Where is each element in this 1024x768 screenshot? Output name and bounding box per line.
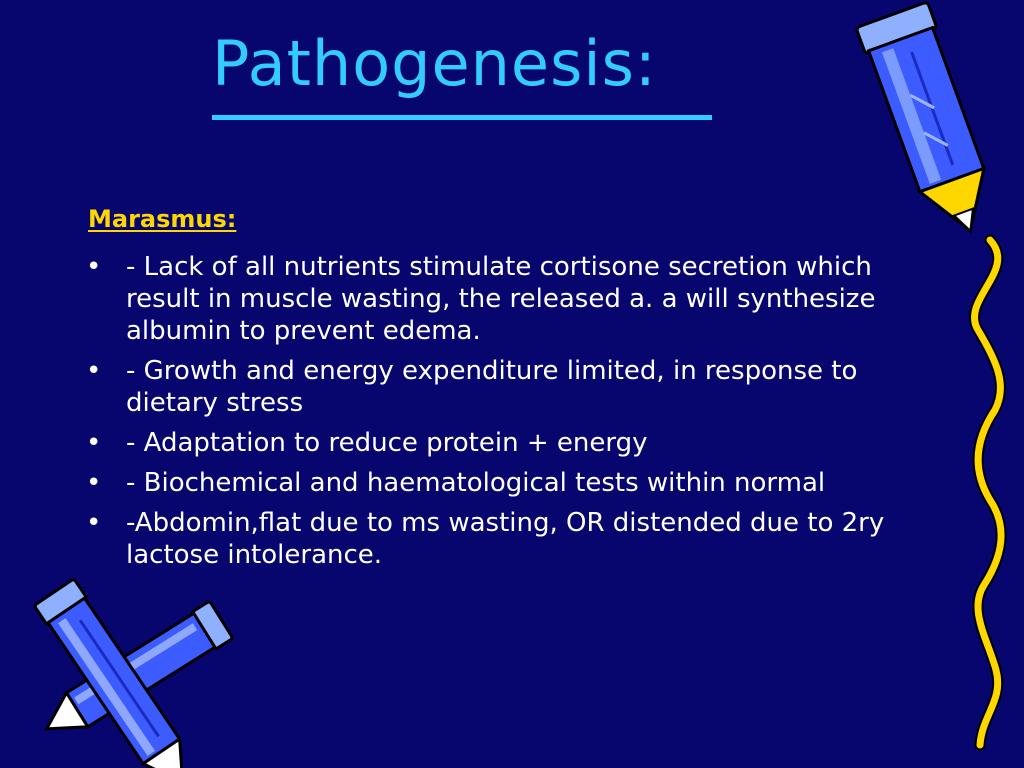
subheading-marasmus: Marasmus: — [88, 205, 237, 233]
bullet-text: -Abdomin,flat due to ms wasting, OR distended due to 2ry lactose intolerance. — [126, 508, 885, 570]
bullet-item — [86, 467, 886, 499]
bullet-dot-icon: • — [86, 508, 102, 538]
bullet-text: - Adaptation to reduce protein + energy — [126, 428, 648, 458]
bullet-item — [86, 251, 886, 347]
bullet-item — [86, 507, 886, 571]
bullet-dot-icon: • — [86, 468, 102, 498]
bullet-text: - Growth and energy expenditure limited, in response to dietary stress — [126, 356, 858, 418]
bullet-list — [86, 251, 886, 579]
bullet-dot-icon: • — [86, 428, 102, 458]
bullet-text: - Lack of all nutrients stimulate cortisone secretion which result in muscle wasting, the released a. a will synthesize albumin to prevent edema. — [126, 252, 876, 346]
slide-title: Pathogenesis: — [212, 27, 657, 100]
bullet-item — [86, 427, 886, 459]
bullet-item — [86, 355, 886, 419]
title-underline — [212, 115, 712, 120]
bullet-dot-icon: • — [86, 356, 102, 386]
bullet-dot-icon: • — [86, 252, 102, 282]
bullet-text: - Biochemical and haematological tests within normal — [126, 468, 826, 498]
